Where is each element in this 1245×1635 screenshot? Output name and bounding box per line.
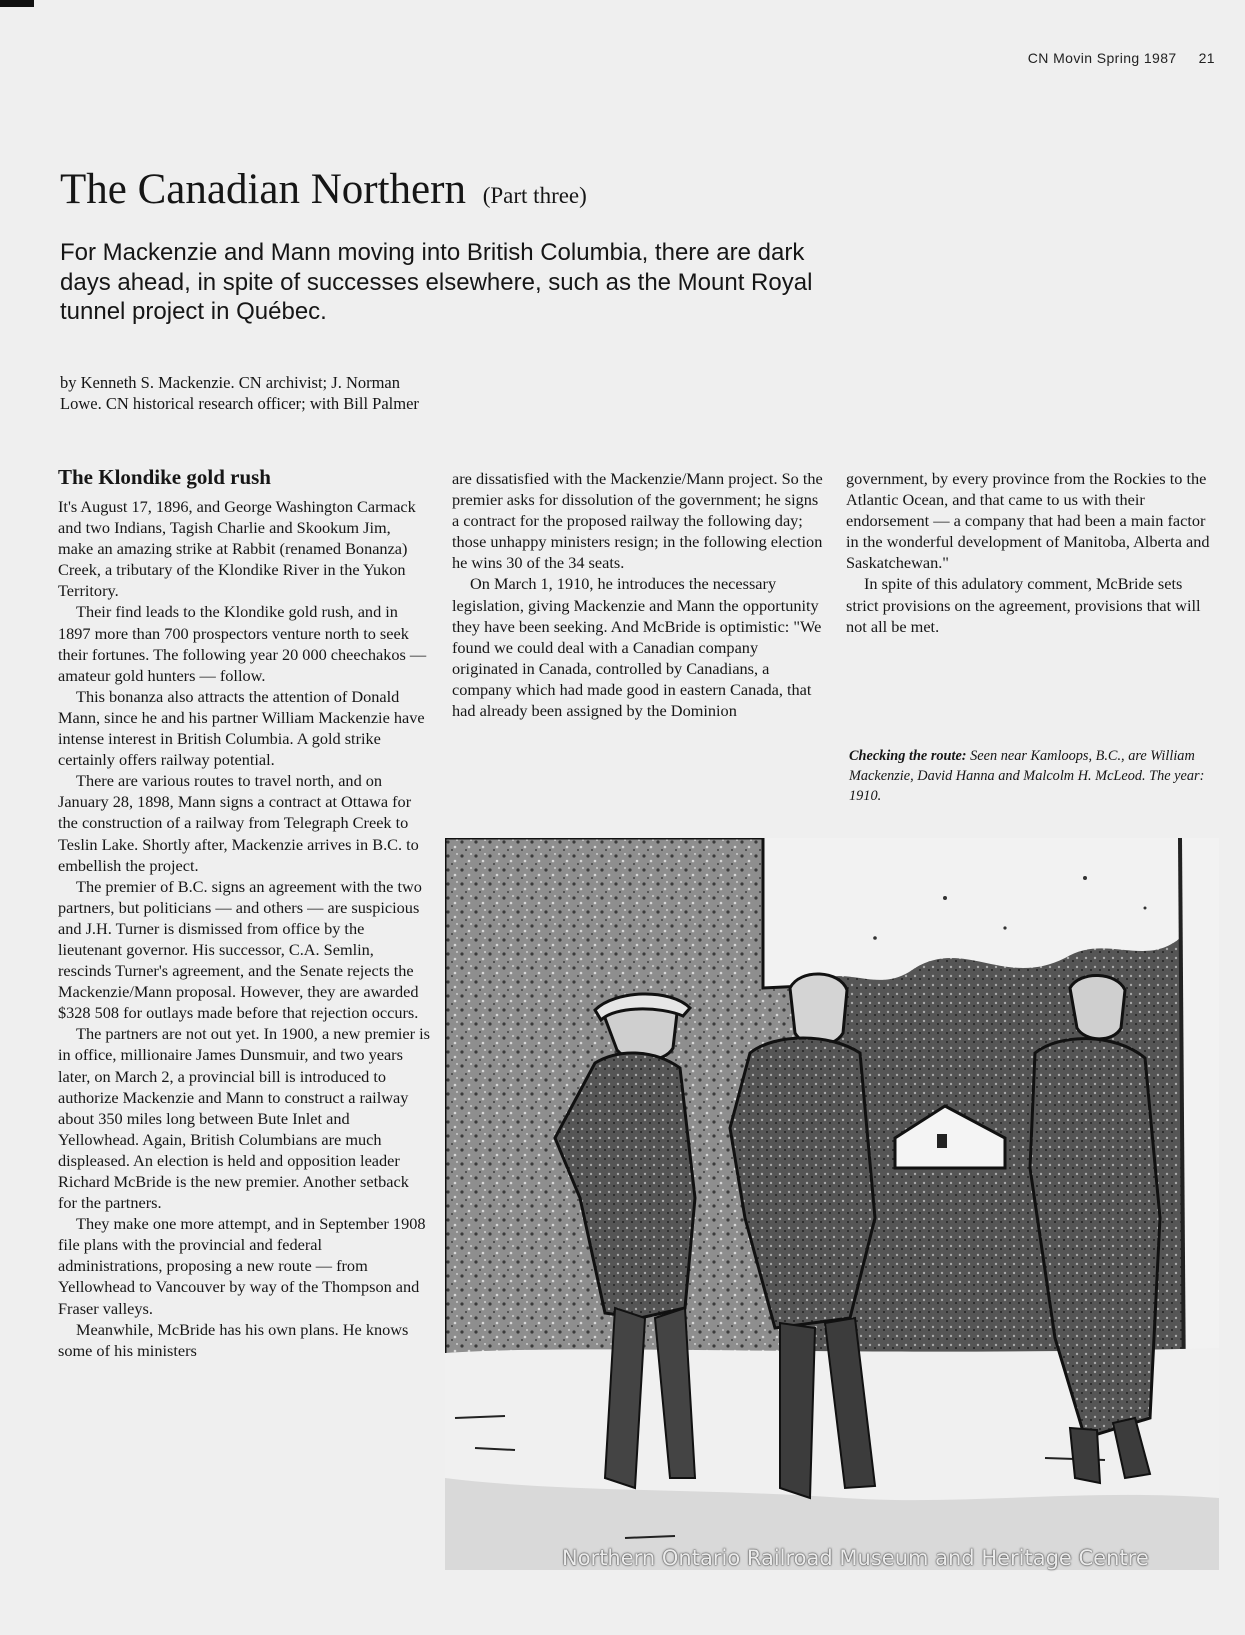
paragraph: This bonanza also attracts the attention of Donald Mann, since he and his partner William Mackenzie have intense interest in British Columbia. A gold strike certainly offers railway potential.: [58, 686, 425, 770]
title-text: The Canadian Northern: [60, 166, 466, 213]
watermark: Northern Ontario Railroad Museum and Heritage Centre: [562, 1546, 1149, 1570]
archival-photo: [445, 838, 1219, 1570]
article-title: [60, 168, 587, 211]
paragraph: There are various routes to travel north, and on January 28, 1898, Mann signs a contract at Ottawa for the construction of a railway from Telegraph Creek to Teslin Lake. Shortly after, Mackenzie arrives in B.C. to embellish the project.: [58, 771, 419, 875]
section-heading: The Klondike gold rush: [58, 465, 271, 489]
paragraph: are dissatisfied with the Mackenzie/Mann project. So the premier asks for dissolution of the government; he signs a contract for the proposed railway the following day; those unhappy ministers resign; in the following election he wins 30 of the 34 seats.: [452, 469, 823, 573]
text-column-3: [846, 468, 1212, 637]
article-deck: For Mackenzie and Mann moving into British Columbia, there are dark days ahead, in spite of successes elsewhere, such as the Mount Royal tunnel project in Québec.: [60, 239, 813, 325]
paragraph: On March 1, 1910, he introduces the necessary legislation, giving Mackenzie and Mann the opportunity they have been seeking. And McBride is optimistic: "We found we could deal with a Canadian company originated in Canada, controlled by Canadians, a company which had made good in eastern Canada, that had already been assigned by the Dominion: [452, 574, 822, 721]
text-column-1: [58, 465, 430, 1361]
publication-name: CN Movin Spring 1987: [1027, 50, 1177, 66]
paragraph: Meanwhile, McBride has his own plans. He knows some of his ministers: [58, 1319, 409, 1360]
text-column-2: [452, 468, 824, 721]
paragraph: government, by every province from the Rockies to the Atlantic Ocean, and that came to us with their endorsement — a company that had been a main factor in the wonderful development of Manitoba, Alberta and Saskatchewan.": [846, 469, 1210, 573]
corner-mark: [0, 0, 34, 7]
paragraph: The premier of B.C. signs an agreement with the two partners, but politicians — and others — are suspicious and J.H. Turner is dismissed from office by the lieutenant governor. His successor, C.A. Semlin, rescinds Turner's agreement, and the Senate rejects the Mackenzie/Mann proposal. However, they are awarded $328 508 for outlays made before that rejection occurs.: [58, 876, 422, 1023]
byline: by Kenneth S. Mackenzie. CN archivist; J. Norman Lowe. CN historical research officer; with Bill Palmer: [60, 373, 419, 413]
title-part: (Part three): [482, 183, 587, 208]
photo-caption: [849, 746, 1214, 806]
paragraph: It's August 17, 1896, and George Washington Carmack and two Indians, Tagish Charlie and Skookum Jim, make an amazing strike at Rabbit (renamed Bonanza) Creek, a tributary of the Klondike River in the Yukon Territory.: [58, 497, 416, 601]
paragraph: They make one more attempt, and in September 1908 file plans with the provincial and federal administrations, proposing a new route — from Yellowhead to Vancouver by way of the Thompson and Fraser valleys.: [58, 1214, 426, 1318]
page-number: 21: [1198, 50, 1215, 66]
paragraph: In spite of this adulatory comment, McBride sets strict provisions on the agreement, provisions that will not all be met.: [846, 574, 1201, 636]
paragraph: The partners are not out yet. In 1900, a new premier is in office, millionaire James Dunsmuir, and two years later, on March 2, a provincial bill is introduced to authorize Mackenzie and Mann to construct a railway about 350 miles long between Bute Inlet and Yellowhead. Again, British Columbians are much displeased. An election is held and opposition leader Richard McBride is the new premier. Another setback for the partners.: [58, 1024, 430, 1213]
caption-label: Checking the route:: [849, 748, 967, 764]
caption-text: Seen near Kamloops, B.C., are William Mackenzie, David Hanna and Malcolm H. McLeod. The year: 1910.: [849, 748, 1205, 804]
page-header: [1028, 50, 1215, 66]
paragraph: Their find leads to the Klondike gold rush, and in 1897 more than 700 prospectors venture north to seek their fortunes. The following year 20 000 cheechakos — amateur gold hunters — follow.: [58, 602, 427, 685]
